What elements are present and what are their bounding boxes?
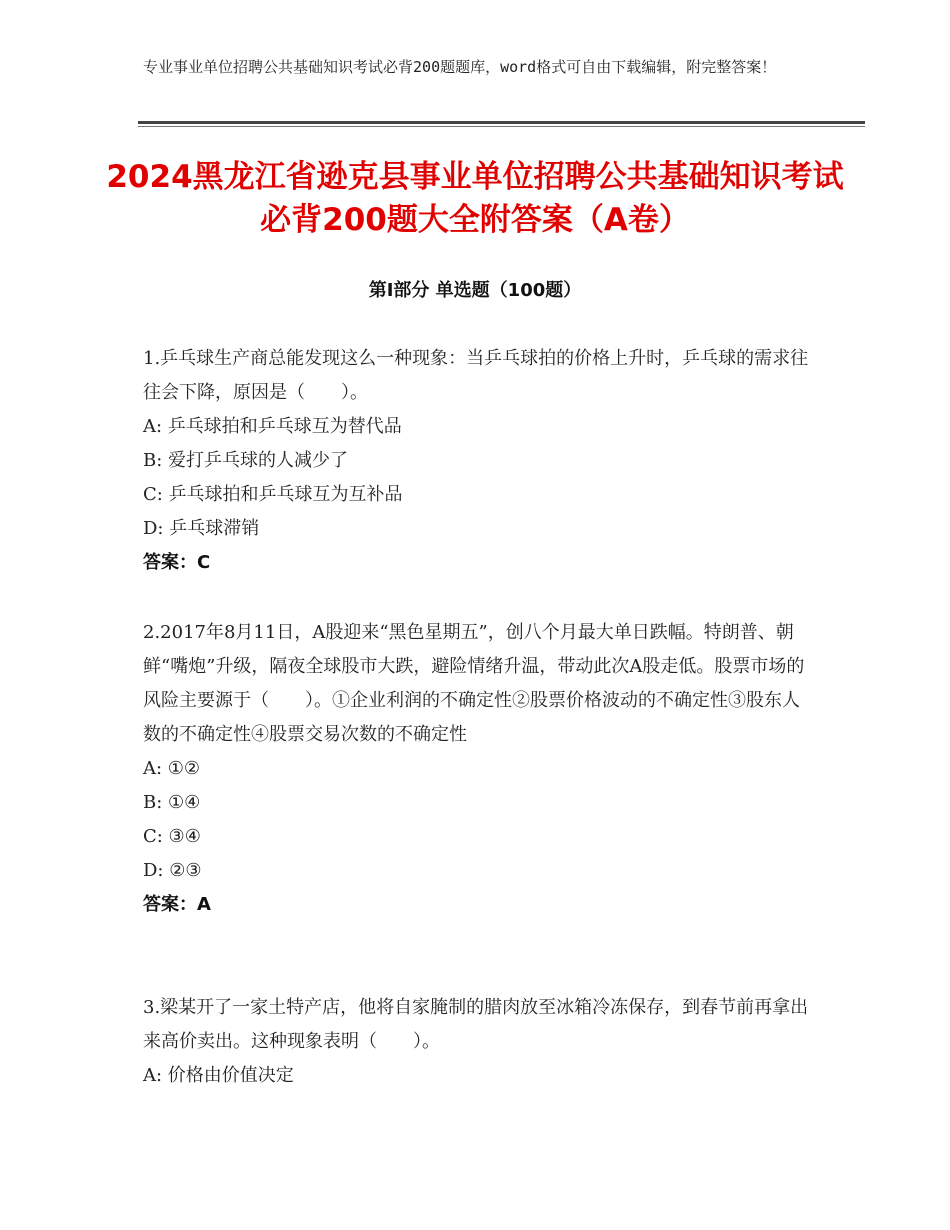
section-heading: 第Ⅰ部分 单选题（100题） xyxy=(368,280,582,301)
option-d: D: ②③ xyxy=(143,860,202,881)
question-stem: 1.乒乓球生产商总能发现这么一种现象：当乒乓球拍的价格上升时，乒乓球的需求往往会下降，原因是（ ）。 xyxy=(143,348,809,403)
option-c: C: 乒乓球拍和乒乓球互为互补品 xyxy=(143,484,403,505)
question-3 xyxy=(143,991,813,1093)
header-note: 专业事业单位招聘公共基础知识考试必背200题题库，word格式可自由下载编辑，附完整答案！ xyxy=(143,58,777,76)
option-a: A: ①② xyxy=(143,758,201,779)
option-a: A: 乒乓球拍和乒乓球互为替代品 xyxy=(143,416,402,437)
header-rule-thick xyxy=(138,121,865,124)
option-d: D: 乒乓球滞销 xyxy=(143,518,260,539)
question-1 xyxy=(143,342,813,580)
document-title: 2024黑龙江省逊克县事业单位招聘公共基础知识考试必背200题大全附答案（A卷） xyxy=(106,159,844,238)
option-a: A: 价格由价值决定 xyxy=(143,1065,294,1086)
option-c: C: ③④ xyxy=(143,826,201,847)
question-stem: 2.2017年8月11日，A股迎来“黑色星期五”，创八个月最大单日跌幅。特朗普、朝鲜“嘴炮”升级，隔夜全球股市大跌，避险情绪升温，带动此次A股走低。股票市场的风险主要源于（ ）。①企业利润的不确定性②股票价格波动的不确定性③股东人数的不确定性④股票交易次数的不确定性 xyxy=(143,622,805,745)
question-stem: 3.梁某开了一家土特产店，他将自家腌制的腊肉放至冰箱冷冻保存，到春节前再拿出来高价卖出。这种现象表明（ ）。 xyxy=(143,997,809,1052)
answer: 答案：C xyxy=(143,552,211,573)
option-b: B: ①④ xyxy=(143,792,201,813)
header-rule-thin xyxy=(138,126,865,127)
question-2 xyxy=(143,616,813,922)
option-b: B: 爱打乒乓球的人减少了 xyxy=(143,450,349,471)
answer: 答案：A xyxy=(143,894,211,915)
